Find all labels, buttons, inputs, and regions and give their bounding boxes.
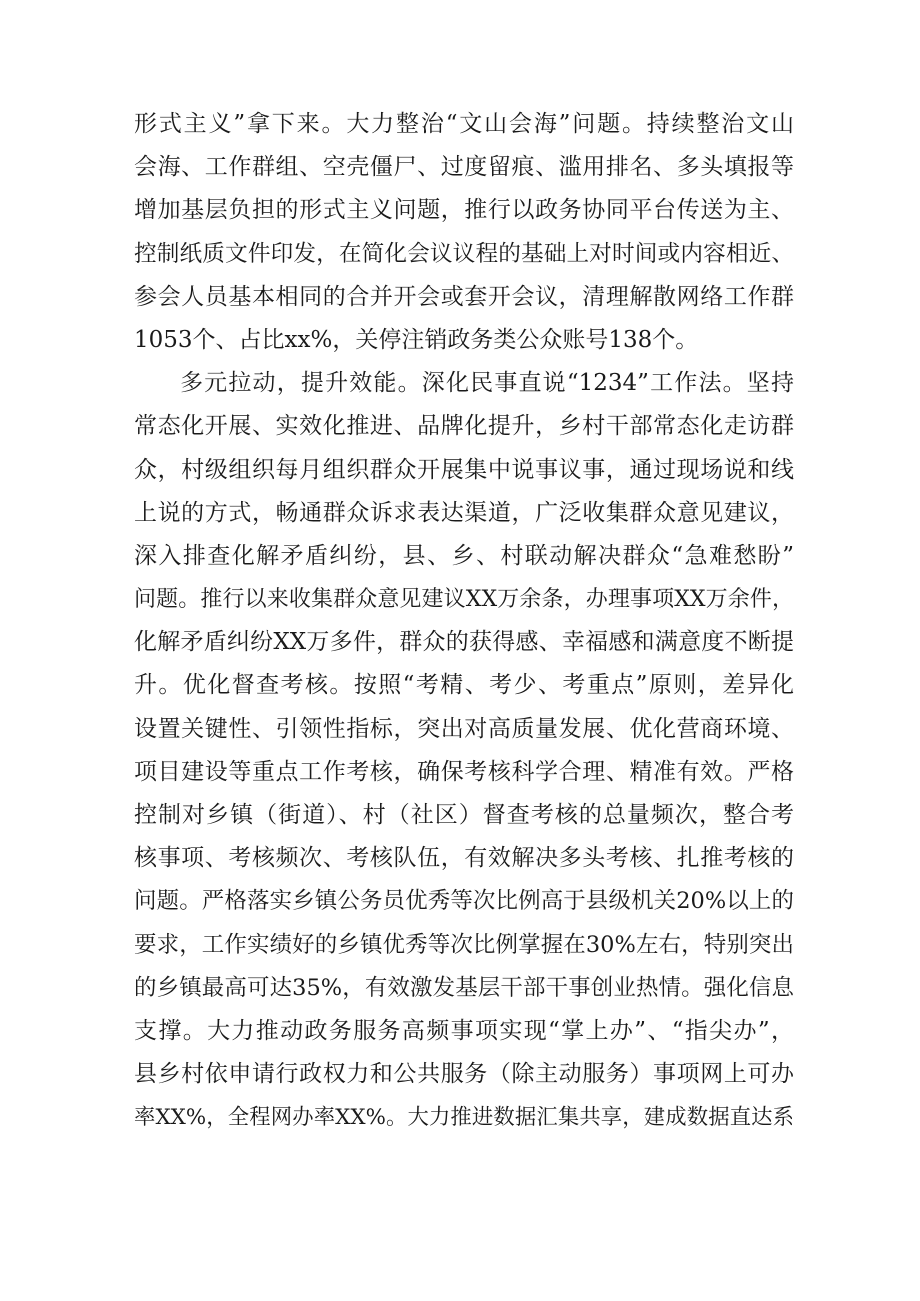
text-line: 要求，工作实绩好的乡镇优秀等次比例掌握在30%左右，特别突出 — [134, 931, 794, 958]
text-line: 众，村级组织每月组织群众开展集中说事议事，通过现场说和线 — [134, 456, 794, 483]
text-line: 的乡镇最高可达35%，有效激发基层干部干事创业热情。强化信息 — [134, 974, 794, 1001]
text-line: 支撑。大力推动政务服务高频事项实现“掌上办”、“指尖办”， — [134, 1017, 794, 1044]
text-line: 1053个、占比xx%，关停注销政务类公众账号138个。 — [134, 326, 699, 353]
text-line: 控制纸质文件印发，在简化会议议程的基础上对时间或内容相近、 — [134, 240, 794, 267]
document-body — [134, 103, 794, 1140]
text-line: 问题。严格落实乡镇公务员优秀等次比例高于县级机关20%以上的 — [134, 888, 794, 915]
text-line: 化解矛盾纠纷XX万多件，群众的获得感、幸福感和满意度不断提 — [134, 629, 794, 656]
text-line: 控制对乡镇（街道）、村（社区）督查考核的总量频次，整合考 — [134, 802, 794, 828]
text-line: 参会人员基本相同的合并开会或套开会议，清理解散网络工作群 — [134, 283, 794, 310]
text-line: 会海、工作群组、空壳僵尸、过度留痕、滥用排名、多头填报等 — [134, 154, 794, 181]
paragraph-start-line: 多元拉动，提升效能。深化民事直说“1234”工作法。坚持 — [180, 370, 794, 397]
text-line: 率XX%，全程网办率XX%。大力推进数据汇集共享，建成数据直达系 — [134, 1105, 794, 1131]
text-line: 增加基层负担的形式主义问题，推行以政务协同平台传送为主、 — [134, 197, 794, 224]
text-line: 设置关键性、引领性指标，突出对高质量发展、优化营商环境、 — [134, 715, 794, 742]
text-line: 常态化开展、实效化推进、品牌化提升，乡村干部常态化走访群 — [134, 413, 794, 440]
text-line: 项目建设等重点工作考核，确保考核科学合理、精准有效。严格 — [134, 758, 794, 785]
text-line: 上说的方式，畅通群众诉求表达渠道，广泛收集群众意见建议， — [134, 499, 794, 526]
text-line: 问题。推行以来收集群众意见建议XX万余条，办理事项XX万余件， — [134, 587, 794, 613]
text-line: 核事项、考核频次、考核队伍，有效解决多头考核、扎推考核的 — [134, 845, 794, 872]
text-line: 深入排查化解矛盾纠纷，县、乡、村联动解决群众“急难愁盼” — [134, 542, 794, 569]
text-line: 县乡村依申请行政权力和公共服务（除主动服务）事项网上可办 — [134, 1061, 794, 1088]
text-line: 形式主义”拿下来。大力整治“文山会海”问题。持续整治文山 — [134, 111, 794, 137]
text-line: 升。优化督查考核。按照“考精、考少、考重点”原则，差异化 — [134, 672, 794, 699]
